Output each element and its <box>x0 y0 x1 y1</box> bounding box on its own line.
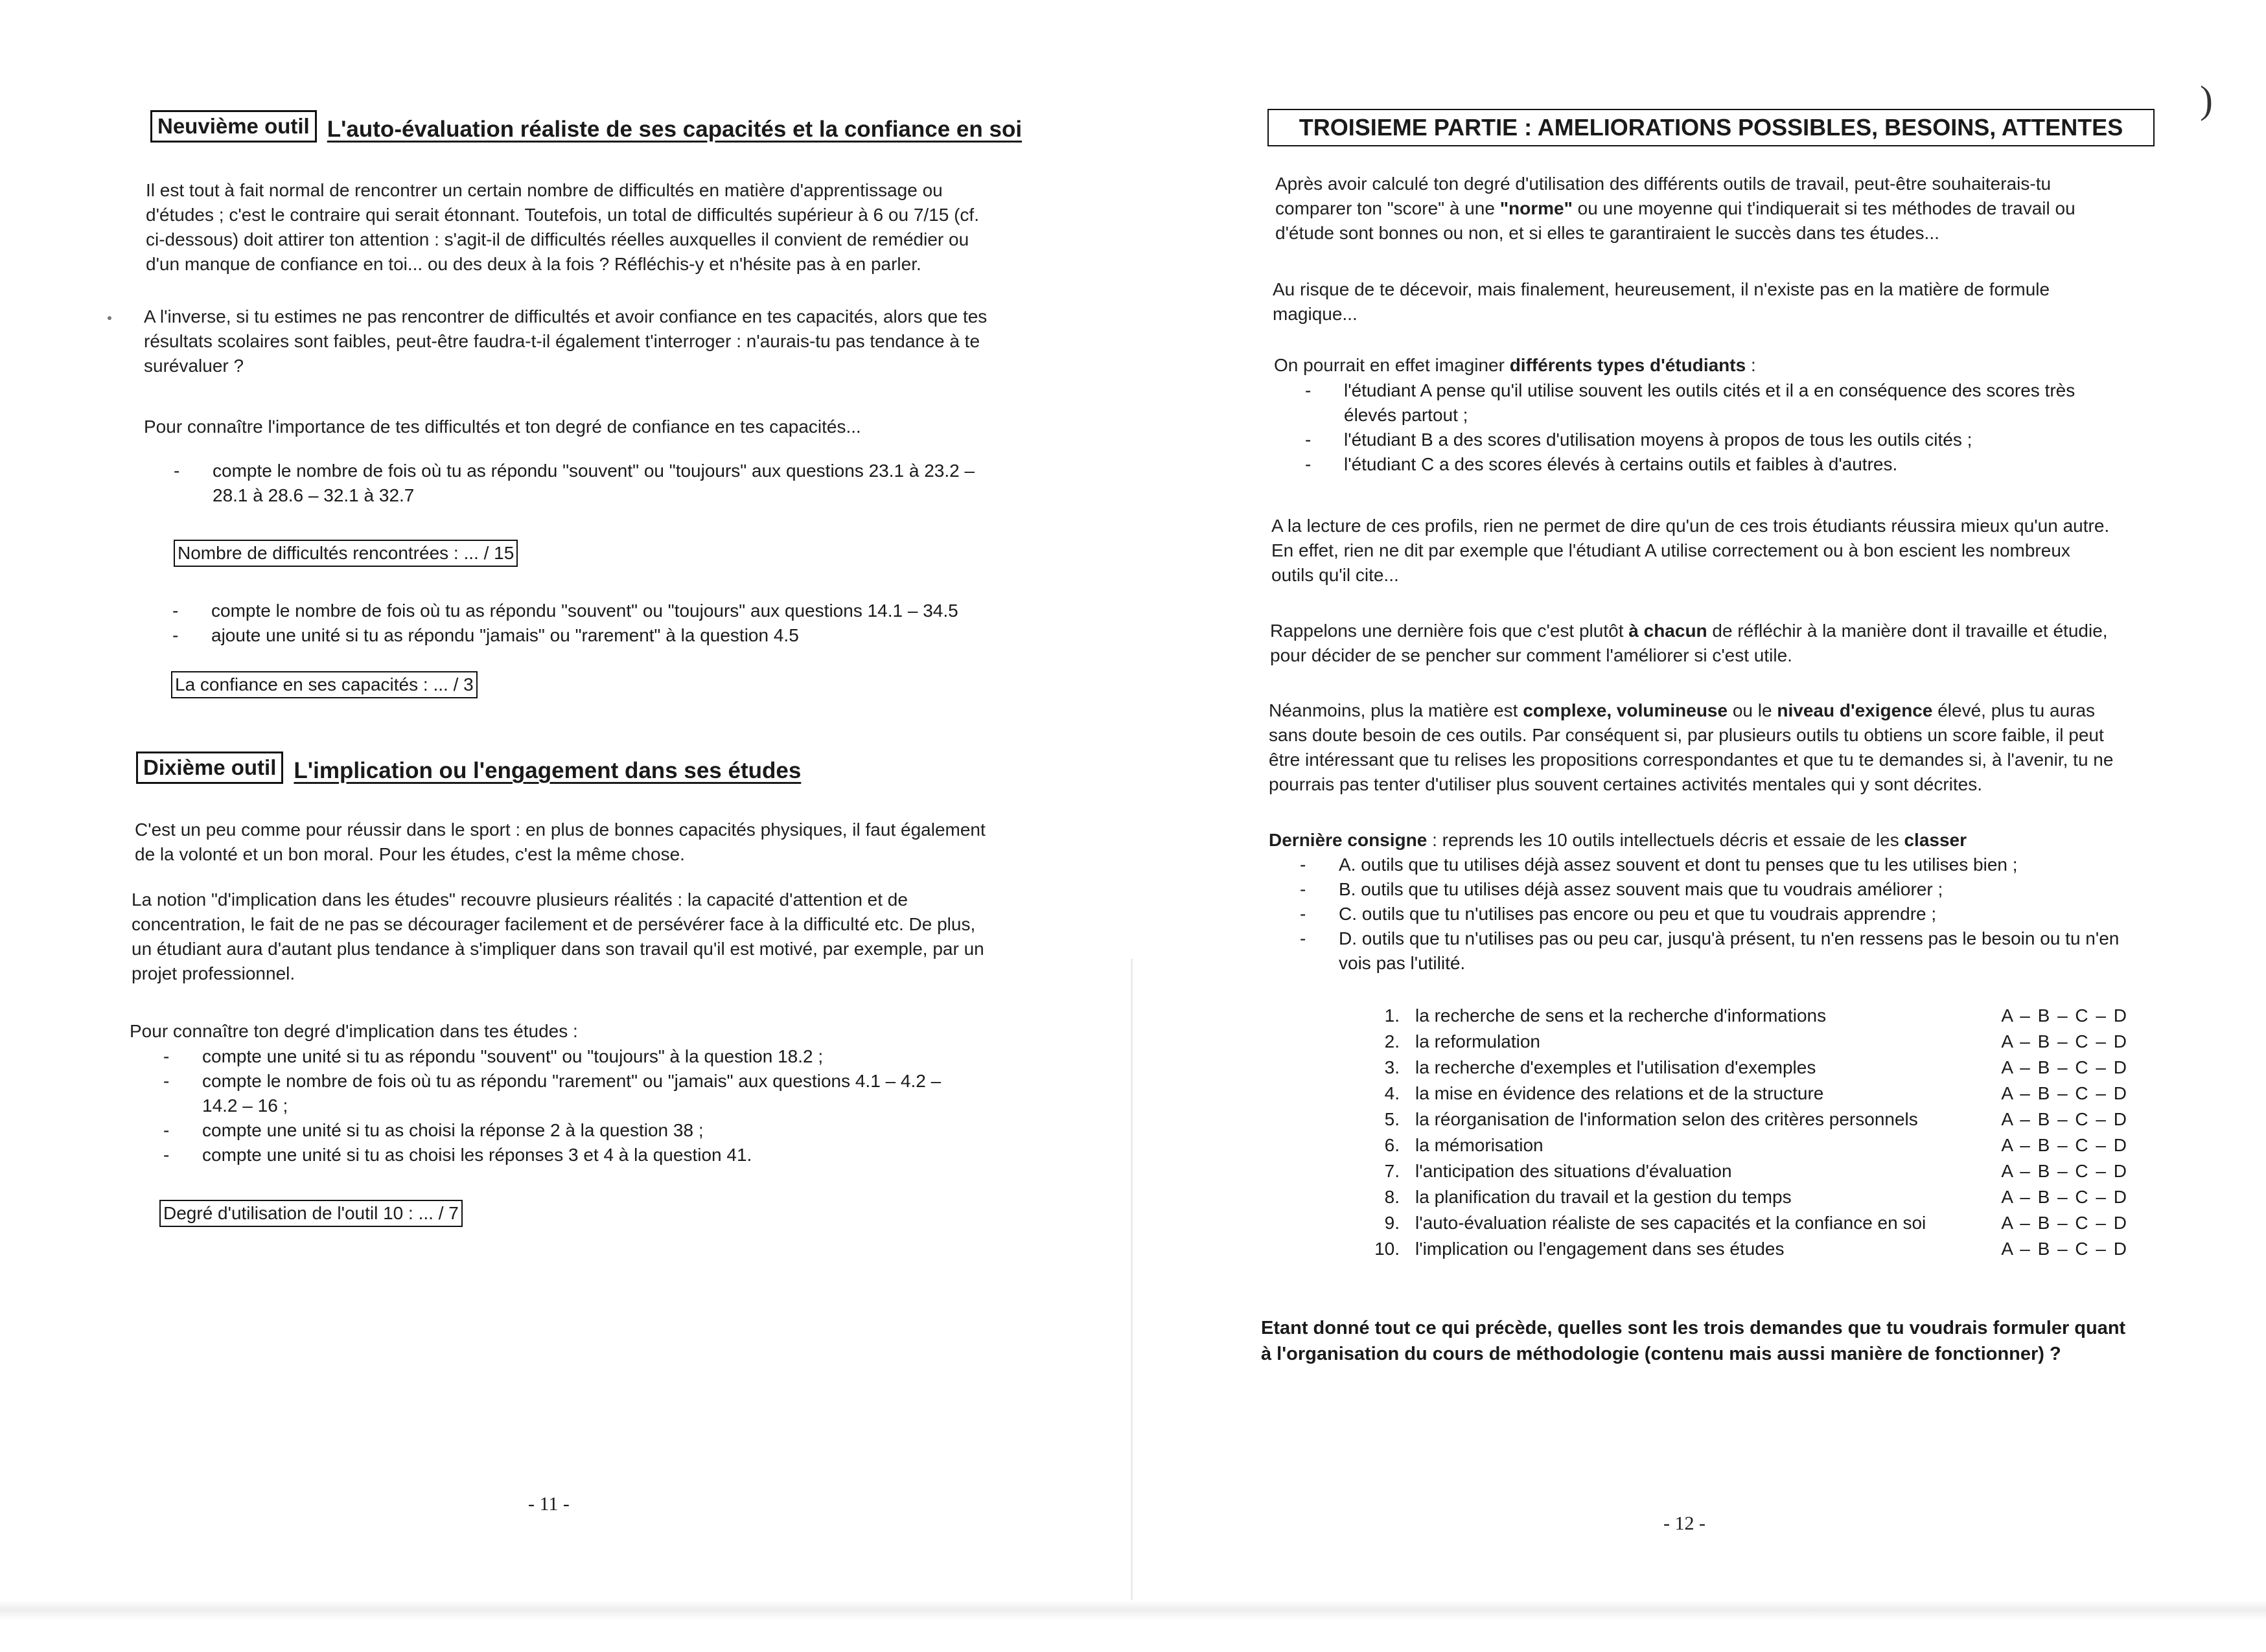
difficulties-score-box: Nombre de difficultés rencontrées : ... / 15 <box>174 540 518 567</box>
student-types-list <box>1305 378 2115 477</box>
right-paragraph-1: Après avoir calculé ton degré d'utilisation des différents outils de travail, peut-être souhaiterais-tu comparer ton "score" à une "norme" ou une moyenne qui t'indiquerait si tes méthodes de travail ou d'étude sont bonnes ou non, et si elles te garantiraient le succès dans tes études... <box>1275 174 2075 243</box>
list-item: - compte le nombre de fois où tu as répondu "souvent" ou "toujours" aux questions 23.1 à 23.2 – 28.1 à 28.6 – 32.1 à 32.7 <box>174 459 1003 508</box>
classification-options-list <box>1300 853 2123 976</box>
right-paragraph-2: Au risque de te décevoir, mais finalement, heureusement, il n'existe pas en la matière de formule magique... <box>1273 279 2050 324</box>
section9-paragraph-1: Il est tout à fait normal de rencontrer un certain nombre de difficultés en matière d'apprentissage ou d'études ; c'est le contraire qui serait étonnant. Toutefois, un total de difficultés supérieur à 6 ou 7/15 (cf. ci-dessous) doit attirer ton attention : s'agit-il de difficultés réelles auxquelles il convient de remédier ou d'un manque de confiance en toi... ou des deux à la fois ? Réfléchis-y et n'hésite pas à en parler. <box>146 180 979 274</box>
section10-paragraph-2: La notion "d'implication dans les études" recouvre plusieurs réalités : la capacité d'attention et de concentration, le fait de ne pas se décourager facilement et de persévérer face à la difficulté etc. De plus, un étudiant aura d'autant plus tendance à s'impliquer dans son travail qu'il est motivé, par exemple, par un projet professionnel. <box>132 889 984 983</box>
list-item: - compte le nombre de fois où tu as répondu "rarement" ou "jamais" aux questions 4.1 – 4.2 – 14.2 – 16 ; <box>163 1069 967 1118</box>
section10-label: Dixième outil <box>136 751 283 784</box>
list-item: - compte une unité si tu as répondu "souvent" ou "toujours" à la question 18.2 ; <box>163 1044 967 1069</box>
list-item: - l'étudiant C a des scores élevés à certains outils et faibles à d'autres. <box>1305 452 2115 477</box>
tool-row: 5. la réorganisation de l'information selon des critères personnels A – B – C – D <box>1384 1109 2128 1129</box>
tool-row: 9. l'auto-évaluation réaliste de ses capacités et la confiance en soi A – B – C – D <box>1384 1213 2128 1233</box>
part-title: TROISIEME PARTIE : AMELIORATIONS POSSIBLES, BESOINS, ATTENTES <box>1267 109 2155 146</box>
margin-mark: ) <box>2200 78 2213 121</box>
list-item: - compte une unité si tu as choisi les réponses 3 et 4 à la question 41. <box>163 1143 967 1167</box>
list-item: - compte une unité si tu as choisi la réponse 2 à la question 38 ; <box>163 1118 967 1143</box>
tool-row: 8. la planification du travail et la gestion du temps A – B – C – D <box>1384 1187 2128 1207</box>
right-paragraph-4: A la lecture de ces profils, rien ne permet de dire qu'un de ces trois étudiants réussira mieux qu'un autre. En effet, rien ne dit par exemple que l'étudiant A utilise correctement ou à bon escient les nombreux outils qu'il cite... <box>1271 516 2110 585</box>
section9-label: Neuvième outil <box>150 110 317 143</box>
tool-row: 7. l'anticipation des situations d'évaluation A – B – C – D <box>1384 1161 2128 1181</box>
tools-list <box>1363 1003 2128 1262</box>
section9-bullets-1 <box>174 459 1003 508</box>
section9-paragraph-2: A l'inverse, si tu estimes ne pas rencontrer de difficultés et avoir confiance en tes capacités, alors que tes résultats scolaires sont faibles, peut-être faudra-t-il également t'interroger : n'aurais-tu pas tendance à te surévaluer ? <box>144 306 988 376</box>
list-item: - D. outils que tu n'utilises pas ou peu car, jusqu'à présent, tu n'en ressens pas le besoin ou tu n'en vois pas l'utilité. <box>1300 926 2123 976</box>
list-item: - A. outils que tu utilises déjà assez souvent et dont tu penses que tu les utilises bien ; <box>1300 853 2123 877</box>
tool-row: 10. l'implication ou l'engagement dans ses études A – B – C – D <box>1374 1239 2128 1259</box>
right-paragraph-3: On pourrait en effet imaginer différents types d'étudiants : <box>1274 355 1756 375</box>
section9-paragraph-3: Pour connaître l'importance de tes difficultés et ton degré de confiance en tes capacités... <box>144 417 861 437</box>
list-item: - l'étudiant A pense qu'il utilise souvent les outils cités et il a en conséquence des scores très élevés partout ; <box>1305 378 2115 428</box>
section10-paragraph-1: C'est un peu comme pour réussir dans le sport : en plus de bonnes capacités physiques, il faut également de la volonté et un bon moral. Pour les études, c'est la même chose. <box>135 820 986 864</box>
section10-heading <box>136 751 801 784</box>
section10-bullets <box>163 1044 967 1167</box>
section9-title: L'auto-évaluation réaliste de ses capacités et la confiance en soi <box>327 117 1023 142</box>
list-item: - l'étudiant B a des scores d'utilisation moyens à propos de tous les outils cités ; <box>1305 428 2115 452</box>
list-item: - C. outils que tu n'utilises pas encore ou peu et que tu voudrais apprendre ; <box>1300 902 2123 926</box>
list-item: - ajoute une unité si tu as répondu "jamais" ou "rarement" à la question 4.5 <box>172 623 1008 648</box>
section9-heading <box>150 110 1022 143</box>
tool-row: 4. la mise en évidence des relations et de la structure A – B – C – D <box>1384 1083 2128 1103</box>
tool-row: 6. la mémorisation A – B – C – D <box>1384 1135 2128 1155</box>
section9-bullets-2 <box>172 599 1008 648</box>
confidence-score-box: La confiance en ses capacités : ... / 3 <box>171 671 478 698</box>
tool-row: 1. la recherche de sens et la recherche d'informations A – B – C – D <box>1384 1005 2128 1026</box>
section10-title: L'implication ou l'engagement dans ses études <box>294 758 802 783</box>
right-paragraph-6: Néanmoins, plus la matière est complexe, volumineuse ou le niveau d'exigence élevé, plus tu auras sans doute besoin de ces outils. Par conséquent si, par plusieurs outils tu obtiens un score faible, il peut être intéressant que tu relises les propositions correspondantes et que tu te demandes si, à l'avenir, tu ne pourrais pas tenter d'utiliser plus souvent certaines activités mentales qui y sont décrites. <box>1269 700 2114 794</box>
page-number-left: - 11 - <box>528 1493 570 1515</box>
right-paragraph-5: Rappelons une dernière fois que c'est plutôt à chacun de réfléchir à la manière dont il travaille et étudie, pour décider de se pencher sur comment l'améliorer si c'est utile. <box>1270 621 2108 665</box>
list-item: - B. outils que tu utilises déjà assez souvent mais que tu voudrais améliorer ; <box>1300 877 2123 902</box>
closing-question: Etant donné tout ce qui précède, quelles sont les trois demandes que tu voudrais formuler quant à l'organisation du cours de méthodologie (contenu mais aussi manière de fonctionner) ? <box>1261 1318 2126 1364</box>
page-number-right: - 12 - <box>1663 1513 1705 1534</box>
tool-row: 3. la recherche d'exemples et l'utilisation d'exemples A – B – C – D <box>1384 1057 2128 1077</box>
tool10-score-box: Degré d'utilisation de l'outil 10 : ... / 7 <box>159 1200 463 1227</box>
tool-row: 2. la reformulation A – B – C – D <box>1384 1031 2128 1051</box>
right-paragraph-7: Dernière consigne : reprends les 10 outils intellectuels décris et essaie de les classer <box>1269 830 1967 850</box>
section10-paragraph-3: Pour connaître ton degré d'implication dans tes études : <box>130 1021 578 1041</box>
list-item: - compte le nombre de fois où tu as répondu "souvent" ou "toujours" aux questions 14.1 – 34.5 <box>172 599 1008 623</box>
